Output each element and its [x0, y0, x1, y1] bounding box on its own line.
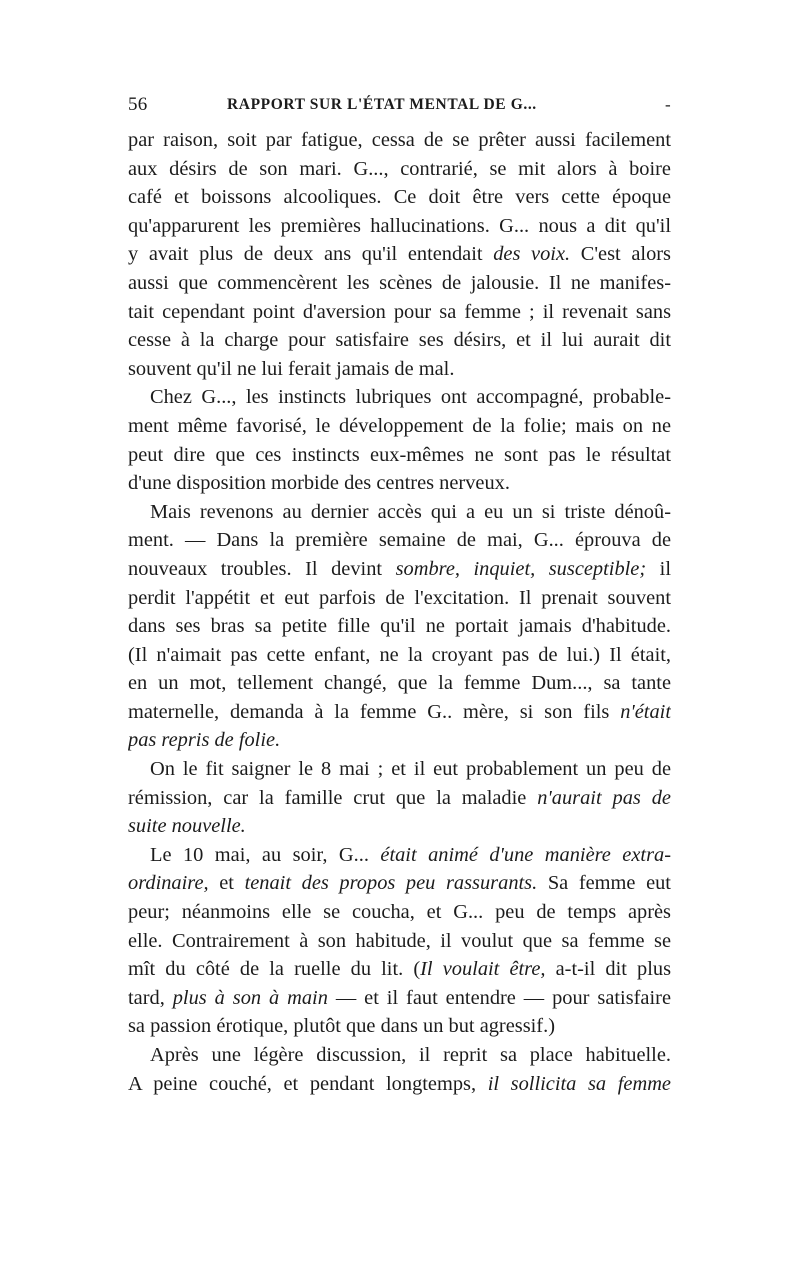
line-text: dans ses bras sa petite fille qu'il ne portait jamais d'habitude.	[128, 615, 671, 638]
line-text: nouveaux troubles. Il devint	[128, 557, 396, 580]
italic-text: des voix.	[493, 243, 571, 266]
text-line	[128, 841, 671, 870]
text-line	[128, 669, 671, 698]
italic-text: sombre, inquiet, susceptible;	[395, 557, 647, 580]
text-line	[128, 955, 671, 984]
text-line	[128, 412, 671, 441]
italic-text: il sollicita sa femme	[487, 1072, 671, 1095]
line-text: mît du côté de la ruelle du lit. (	[128, 958, 421, 981]
line-text: C'est alors	[570, 243, 671, 266]
line-text: Après une légère discussion, il reprit sa place habituelle.	[150, 1044, 671, 1066]
line-text: souvent qu'il ne lui ferait jamais de mal.	[128, 357, 455, 380]
text-line	[128, 126, 671, 155]
italic-text: suite nouvelle.	[128, 815, 246, 838]
italic-text: était animé d'une manière extra-	[380, 843, 671, 866]
line-text: On le fit saigner le 8 mai ; et il eut probablement un peu de	[150, 758, 671, 781]
text-line	[128, 269, 671, 298]
line-text: perdit l'appétit et eut parfois de l'excitation. Il prenait souvent	[128, 586, 671, 609]
line-text: Mais revenons au dernier accès qui a eu un si triste dénoû-	[150, 500, 671, 523]
line-text: — et il faut entendre — pour satisfaire	[327, 986, 671, 1009]
text-line	[128, 984, 671, 1013]
text-line	[128, 812, 671, 841]
line-text: ment. — Dans la première semaine de mai, G... éprouva de	[128, 529, 671, 552]
line-text: qu'apparurent les premières hallucinations. G... nous a dit qu'il	[128, 214, 671, 237]
line-text: peur; néanmoins elle se coucha, et G... peu de temps après	[128, 901, 671, 924]
text-line	[128, 612, 671, 641]
line-text: a-t-il dit plus	[545, 958, 671, 981]
line-text: Chez G..., les instincts lubriques ont accompagné, probable-	[150, 386, 671, 409]
text-line	[128, 240, 671, 269]
text-line	[128, 1012, 671, 1041]
text-line	[128, 898, 671, 927]
running-title: RAPPORT SUR L'ÉTAT MENTAL DE G...	[227, 96, 537, 113]
text-line	[128, 326, 671, 355]
line-text: tard,	[128, 986, 173, 1009]
body-text	[128, 126, 671, 1098]
line-text: ment même favorisé, le développement de la folie; mais on ne	[128, 414, 671, 437]
text-line	[128, 526, 671, 555]
italic-text: Il voulait être,	[420, 958, 546, 981]
italic-text: ordinaire,	[128, 872, 209, 895]
italic-text: tenait des propos peu rassurants.	[244, 872, 538, 895]
text-line	[128, 212, 671, 241]
text-line	[128, 755, 671, 784]
text-line	[128, 1041, 671, 1070]
header-dash: -	[665, 95, 671, 114]
line-text: y avait plus de deux ans qu'il entendait	[128, 243, 494, 266]
text-line	[128, 555, 671, 584]
line-text: Le 10 mai, au soir, G...	[150, 843, 381, 866]
line-text: Sa femme eut	[537, 872, 671, 895]
line-text: elle. Contrairement à son habitude, il voulut que sa femme se	[128, 929, 671, 952]
line-text: café et boissons alcooliques. Ce doit être vers cette époque	[128, 186, 671, 209]
line-text: tait cependant point d'aversion pour sa femme ; il revenait sans	[128, 300, 671, 323]
italic-text: n'était	[620, 700, 671, 723]
text-line	[128, 869, 671, 898]
text-line	[128, 726, 671, 755]
text-line	[128, 498, 671, 527]
text-line	[128, 641, 671, 670]
text-line	[128, 441, 671, 470]
line-text: en un mot, tellement changé, que la femme Dum..., sa tante	[128, 672, 671, 695]
page-number: 56	[128, 94, 148, 115]
line-text: cesse à la charge pour satisfaire ses désirs, et il lui aurait dit	[128, 329, 671, 352]
line-text: rémission, car la famille crut que la maladie	[128, 786, 538, 809]
text-line	[128, 1070, 671, 1099]
text-line	[128, 298, 671, 327]
line-text: d'une disposition morbide des centres nerveux.	[128, 472, 510, 495]
text-line	[128, 183, 671, 212]
text-line	[128, 584, 671, 613]
text-line	[128, 698, 671, 727]
line-text: A peine couché, et pendant longtemps,	[128, 1072, 488, 1095]
line-text: maternelle, demanda à la femme G.. mère, si son fils	[128, 700, 621, 723]
line-text: et	[208, 872, 245, 895]
line-text: il	[646, 557, 671, 580]
line-text: aux désirs de son mari. G..., contrarié, se mit alors à boire	[128, 157, 671, 180]
book-page	[128, 90, 671, 1098]
text-line	[128, 784, 671, 813]
text-line	[128, 155, 671, 184]
line-text: peut dire que ces instincts eux-mêmes ne sont pas le résultat	[128, 443, 671, 466]
line-text: aussi que commencèrent les scènes de jalousie. Il ne manifes-	[128, 271, 671, 294]
text-line	[128, 469, 671, 498]
text-line	[128, 355, 671, 384]
line-text: (Il n'aimait pas cette enfant, ne la croyant pas de lui.) Il était,	[128, 643, 671, 666]
italic-text: plus à son à main	[172, 986, 328, 1009]
text-line	[128, 927, 671, 956]
italic-text: n'aurait pas de	[537, 786, 671, 809]
running-head	[128, 90, 671, 120]
italic-text: pas repris de folie.	[128, 729, 281, 752]
text-line	[128, 383, 671, 412]
line-text: sa passion érotique, plutôt que dans un but agressif.)	[128, 1015, 555, 1038]
line-text: par raison, soit par fatigue, cessa de se prêter aussi facilement	[128, 129, 671, 151]
